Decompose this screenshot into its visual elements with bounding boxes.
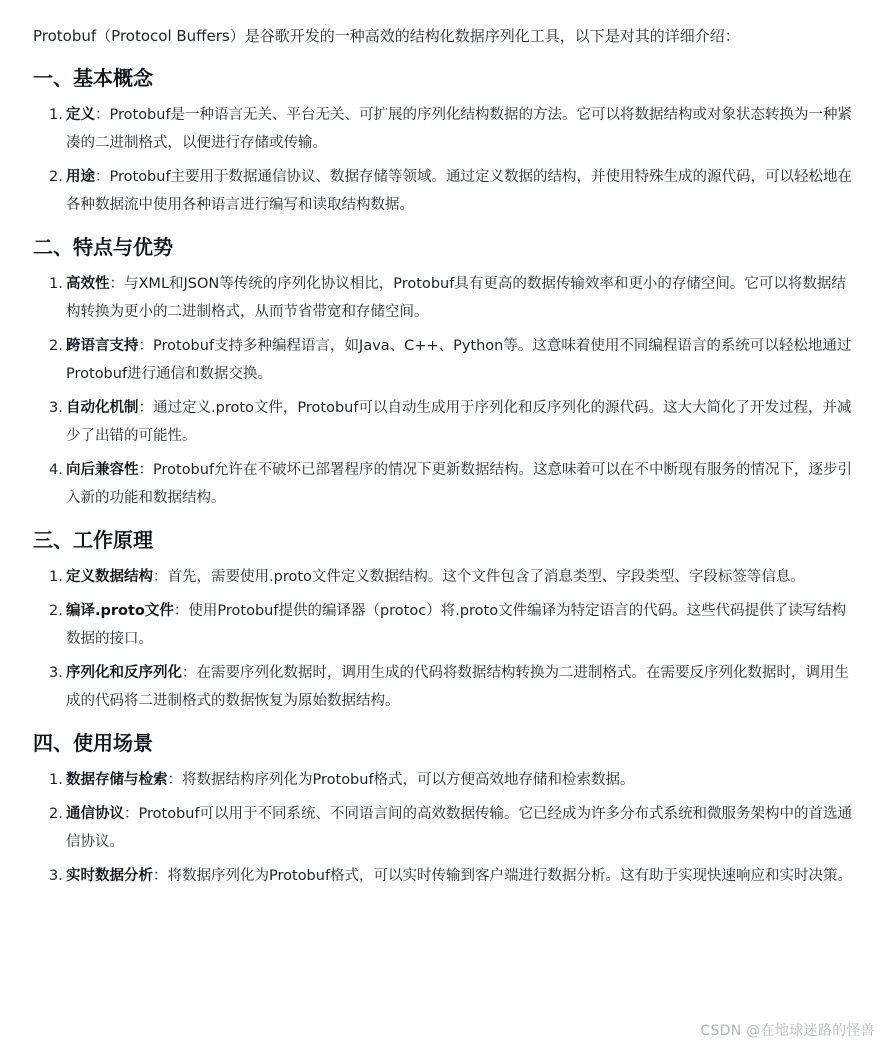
list-item-separator: ： <box>124 806 139 822</box>
list-item <box>49 101 853 157</box>
list-number: 2. <box>49 169 63 185</box>
list-item-term: 高效性 <box>66 276 110 292</box>
list-number: 1. <box>49 107 63 123</box>
list-basic-concepts <box>33 101 853 219</box>
section-title-use-cases: 四、使用场景 <box>33 731 153 755</box>
list-item-separator: ： <box>95 107 110 123</box>
section-title-how-it-works: 三、工作原理 <box>33 528 153 552</box>
list-features <box>33 270 853 512</box>
list-item-text: Protobuf支持多种编程语言，如Java、C++、Python等。这意味着使用不同编程语言的系统可以轻松地通过Protobuf进行通信和数据交换。 <box>66 338 852 382</box>
list-item <box>49 456 853 512</box>
list-item-separator: ： <box>153 569 168 585</box>
list-number: 3. <box>49 868 63 884</box>
list-item <box>49 332 853 388</box>
list-item-separator: ： <box>109 276 124 292</box>
list-item-term: 向后兼容性 <box>66 462 139 478</box>
list-number: 2. <box>49 603 63 619</box>
list-number: 3. <box>49 400 63 416</box>
list-use-cases <box>33 766 853 890</box>
list-item-separator: ： <box>138 338 153 354</box>
list-item <box>49 862 853 890</box>
list-item-separator: ： <box>138 462 153 478</box>
list-item-text: Protobuf是一种语言无关、平台无关、可扩展的序列化结构数据的方法。它可以将数据结构或对象状态转换为一种紧凑的二进制格式，以便进行存储或传输。 <box>66 107 853 151</box>
list-item-text: 在需要序列化数据时，调用生成的代码将数据结构转换为二进制格式。在需要反序列化数据时，调用生成的代码将二进制格式的数据恢复为原始数据结构。 <box>66 665 849 709</box>
list-item-text: 首先，需要使用.proto文件定义数据结构。这个文件包含了消息类型、字段类型、字段标签等信息。 <box>167 569 805 585</box>
list-item <box>49 163 853 219</box>
article-body <box>33 22 853 896</box>
list-item <box>49 563 853 591</box>
list-number: 2. <box>49 338 63 354</box>
csdn-watermark: CSDN @在地球迷路的怪兽 <box>700 1023 875 1039</box>
list-item-separator: ： <box>182 665 197 681</box>
list-item-term: 跨语言支持 <box>66 338 139 354</box>
list-item-text: 使用Protobuf提供的编译器（protoc）将.proto文件编译为特定语言的代码。这些代码提供了读写结构数据的接口。 <box>66 603 847 647</box>
list-item-separator: ： <box>167 772 182 788</box>
list-item <box>49 659 853 715</box>
list-item-term: 实时数据分析 <box>66 868 153 884</box>
list-item-term: 编译.proto文件 <box>66 603 174 619</box>
list-item <box>49 800 853 856</box>
list-item-text: Protobuf可以用于不同系统、不同语言间的高效数据传输。它已经成为许多分布式系统和微服务架构中的首选通信协议。 <box>66 806 853 850</box>
list-item-term: 用途 <box>66 169 95 185</box>
list-item-separator: ： <box>138 400 153 416</box>
list-item-text: 将数据结构序列化为Protobuf格式，可以方便高效地存储和检索数据。 <box>182 772 635 788</box>
list-how-it-works <box>33 563 853 715</box>
section-title-basic-concepts: 一、基本概念 <box>33 66 153 90</box>
list-item <box>49 597 853 653</box>
list-item-text: 通过定义.proto文件，Protobuf可以自动生成用于序列化和反序列化的源代码。这大大简化了开发过程，并减少了出错的可能性。 <box>66 400 852 444</box>
list-item-term: 自动化机制 <box>66 400 139 416</box>
list-number: 1. <box>49 276 63 292</box>
list-item-text: 与XML和JSON等传统的序列化协议相比，Protobuf具有更高的数据传输效率和更小的存储空间。它可以将数据结构转换为更小的二进制格式，从而节省带宽和存储空间。 <box>66 276 846 320</box>
list-number: 4. <box>49 462 63 478</box>
intro-paragraph: Protobuf（Protocol Buffers）是谷歌开发的一种高效的结构化数据序列化工具，以下是对其的详细介绍： <box>33 27 740 45</box>
list-item <box>49 766 853 794</box>
list-item-term: 数据存储与检索 <box>66 772 168 788</box>
list-number: 3. <box>49 665 63 681</box>
list-number: 1. <box>49 772 63 788</box>
list-number: 1. <box>49 569 63 585</box>
list-item <box>49 394 853 450</box>
list-item-term: 序列化和反序列化 <box>66 665 182 681</box>
list-item-term: 通信协议 <box>66 806 124 822</box>
list-item-separator: ： <box>153 868 168 884</box>
list-item-text: 将数据序列化为Protobuf格式，可以实时传输到客户端进行数据分析。这有助于实现快速响应和实时决策。 <box>167 868 853 884</box>
list-item-separator: ： <box>95 169 110 185</box>
list-item-separator: ： <box>173 603 189 619</box>
section-title-features: 二、特点与优势 <box>33 235 173 259</box>
list-item-term: 定义 <box>66 107 95 123</box>
list-item <box>49 270 853 326</box>
list-number: 2. <box>49 806 63 822</box>
list-item-term: 定义数据结构 <box>66 569 153 585</box>
list-item-text: Protobuf主要用于数据通信协议、数据存储等领域。通过定义数据的结构，并使用特殊生成的源代码，可以轻松地在各种数据流中使用各种语言进行编写和读取结构数据。 <box>66 169 853 213</box>
list-item-text: Protobuf允许在不破坏已部署程序的情况下更新数据结构。这意味着可以在不中断现有服务的情况下，逐步引入新的功能和数据结构。 <box>66 462 853 506</box>
